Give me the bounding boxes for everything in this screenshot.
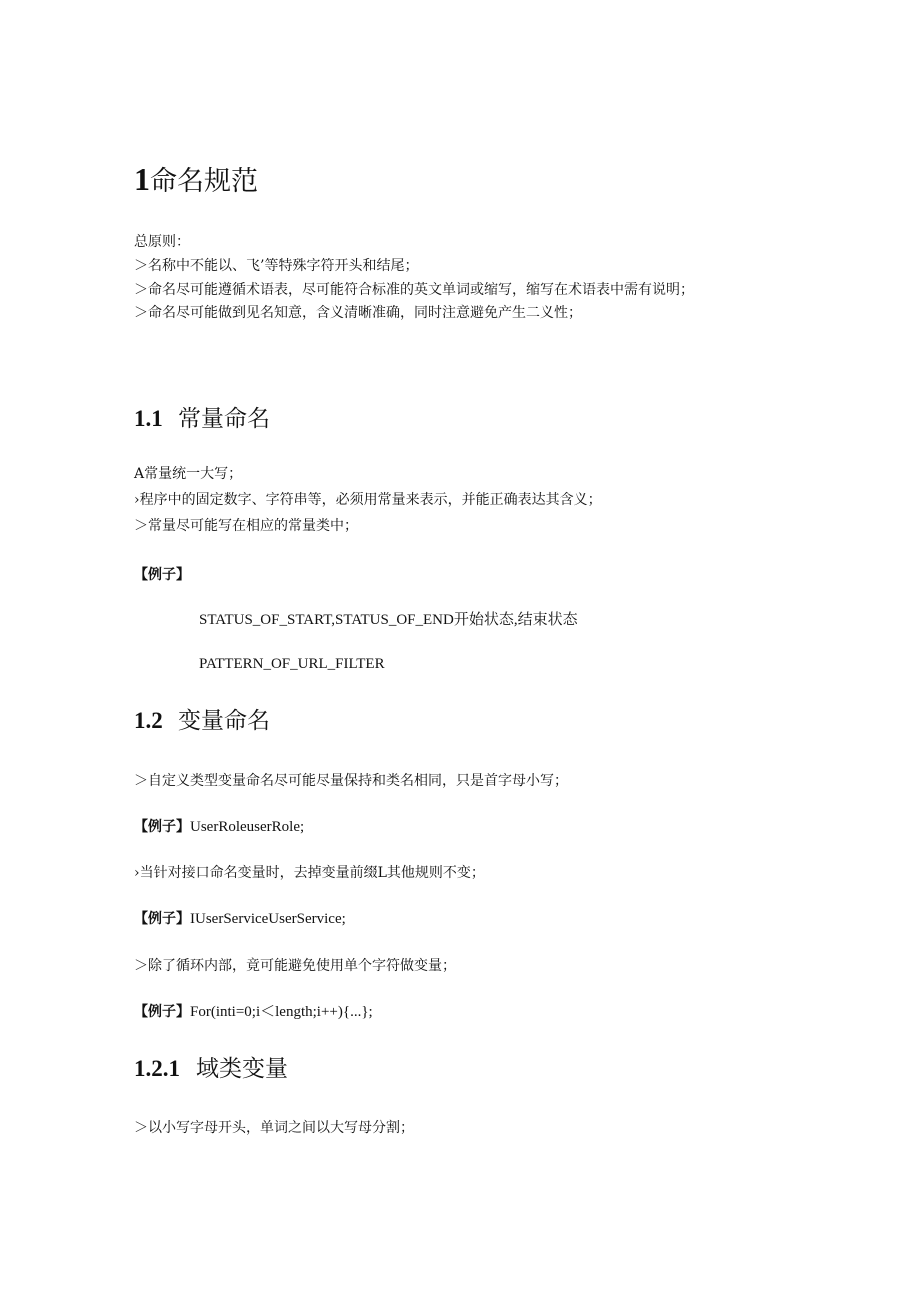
- example-label: 【例子】: [134, 911, 190, 927]
- field-variable-rule-1: ＞以小写字母开头，单词之间以大写母分割；: [134, 1120, 414, 1136]
- variable-example-3: [134, 1002, 373, 1022]
- variable-example-1: [134, 817, 304, 837]
- heading-title: 命名规范: [150, 166, 258, 197]
- heading-title: 域类变量: [196, 1056, 288, 1082]
- example-code: IUserServiceUserService;: [190, 911, 346, 927]
- principle-title: 总原则：: [134, 234, 190, 250]
- constant-rule-3: ＞常量尽可能写在相应的常量类中；: [134, 518, 358, 534]
- example-code: UserRoleuserRole;: [190, 819, 305, 835]
- example-label: 【例子】: [134, 819, 190, 835]
- heading-number: 1.2.1: [134, 1056, 180, 1081]
- variable-example-2: [134, 909, 346, 929]
- heading-title: 常量命名: [178, 406, 270, 432]
- heading-number: 1: [134, 161, 150, 197]
- principle-rule-1: ＞名称中不能以、飞’等特殊字符开头和结尾；: [134, 258, 419, 274]
- example-label: 【例子】: [134, 567, 190, 583]
- constant-rule-1: A常量统一大写；: [134, 466, 243, 482]
- constant-example-2: PATTERN_OF_URL_FILTER: [199, 656, 385, 672]
- variable-rule-2: ›当针对接口命名变量时，去掉变量前缀L其他规则不变；: [134, 865, 485, 881]
- heading-title: 变量命名: [178, 708, 270, 734]
- principle-rule-2: ＞命名尽可能遵循术语表，尽可能符合标准的英文单词或缩写，缩写在术语表中需有说明；: [134, 282, 694, 298]
- example-label: 【例子】: [134, 1004, 190, 1020]
- example-code: For(inti=0;i＜length;i++){...};: [190, 1004, 373, 1020]
- heading-number: 1.1: [134, 406, 163, 431]
- heading-section-1-1: [134, 404, 270, 434]
- constant-example-1: STATUS_OF_START,STATUS_OF_END开始状态,结束状态: [199, 612, 578, 628]
- heading-section-1: [134, 162, 258, 199]
- variable-rule-1: ＞自定义类型变量命名尽可能尽量保持和类名相同，只是首字母小写；: [134, 773, 568, 789]
- principle-rule-3: ＞命名尽可能做到见名知意，含义清晰准确，同时注意避免产生二义性；: [134, 305, 582, 321]
- heading-section-1-2-1: [134, 1054, 288, 1084]
- constant-rule-2: ›程序中的固定数字、字符串等，必须用常量来表示，并能正确表达其含义；: [134, 492, 602, 508]
- heading-number: 1.2: [134, 708, 163, 733]
- variable-rule-3: ＞除了循环内部，竟可能避免使用单个字符做变量；: [134, 958, 456, 974]
- heading-section-1-2: [134, 706, 270, 736]
